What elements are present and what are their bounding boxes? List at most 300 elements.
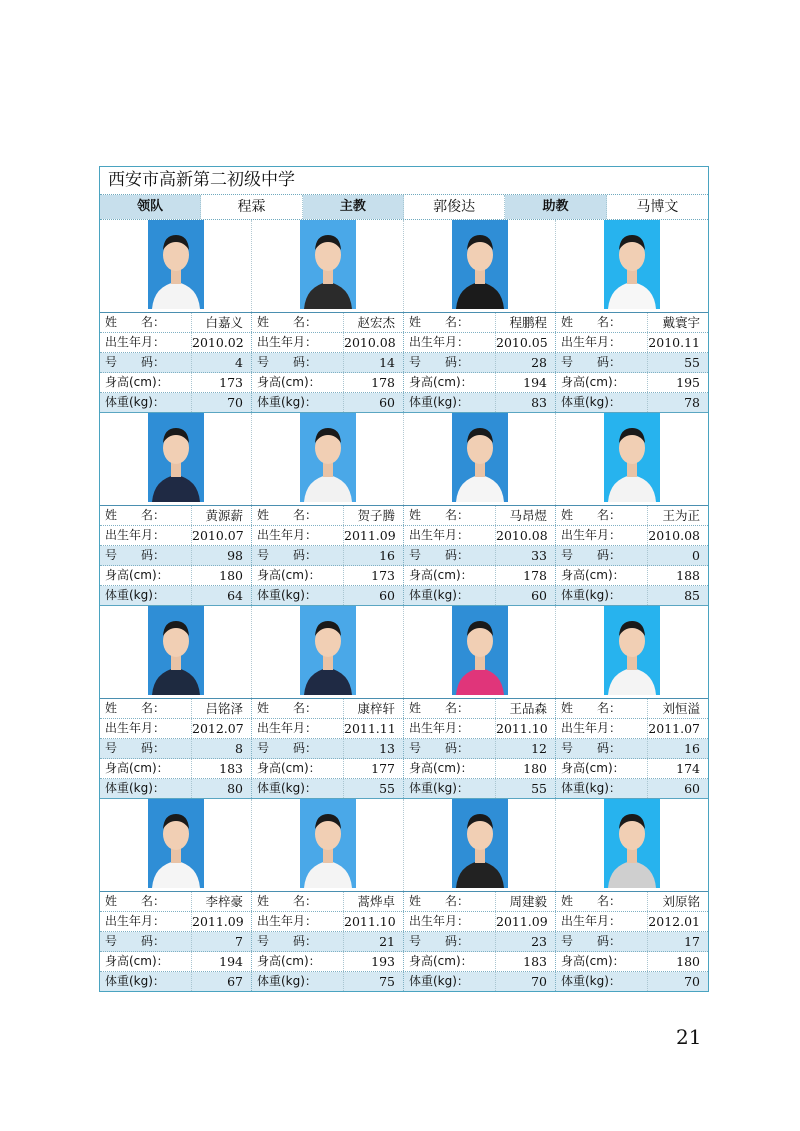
field-label-weight: 体重(kg)：: [100, 393, 192, 412]
info-cell: [252, 373, 404, 392]
player-weight: 70: [227, 395, 243, 410]
info-row-number: [100, 739, 708, 759]
info-cell: [404, 353, 556, 372]
field-label-weight: 体重(kg)：: [404, 393, 496, 412]
field-label-height: 身高(cm)：: [404, 952, 496, 971]
info-row-weight: [100, 586, 708, 605]
player-height: 180: [219, 568, 243, 583]
field-label-number: 号 码：: [252, 932, 344, 951]
info-cell: [252, 932, 404, 951]
info-cell: [100, 546, 252, 565]
photo-cell: [252, 413, 404, 505]
player-birth: 2010.11: [648, 335, 700, 350]
player-photo: [452, 413, 508, 502]
info-cell: [252, 313, 404, 332]
info-row-birth: [100, 333, 708, 353]
field-label-number: 号 码：: [100, 546, 192, 565]
player-name: 蒿烨卓: [357, 894, 395, 909]
field-label-weight: 体重(kg)：: [556, 972, 648, 991]
field-label-height: 身高(cm)：: [404, 759, 496, 778]
field-label-weight: 体重(kg)：: [556, 393, 648, 412]
player-weight: 55: [531, 781, 547, 796]
info-cell: [404, 952, 556, 971]
player-photo: [604, 606, 660, 695]
player-name: 马昂煜: [509, 508, 547, 523]
info-cell: [100, 506, 252, 525]
field-label-weight: 体重(kg)：: [556, 586, 648, 605]
player-weight: 85: [684, 588, 700, 603]
player-number: 55: [684, 355, 700, 370]
player-birth: 2010.08: [648, 528, 700, 543]
info-cell: [252, 912, 404, 931]
info-cell: [252, 719, 404, 738]
player-photo: [300, 220, 356, 309]
player-block: [100, 220, 708, 413]
field-label-name: 姓 名：: [252, 313, 344, 332]
player-weight: 60: [531, 588, 547, 603]
info-row-birth: [100, 526, 708, 546]
info-cell: [100, 699, 252, 718]
field-label-birth: 出生年月：: [404, 912, 496, 931]
player-height: 194: [219, 954, 243, 969]
photo-row: [100, 220, 708, 313]
info-cell: [100, 779, 252, 798]
player-name: 王为正: [662, 508, 700, 523]
player-photo: [604, 220, 660, 309]
player-name: 戴寰宇: [662, 315, 700, 330]
field-label-birth: 出生年月：: [556, 912, 648, 931]
field-label-height: 身高(cm)：: [556, 566, 648, 585]
info-cell: [252, 546, 404, 565]
info-row-height: [100, 373, 708, 393]
field-label-height: 身高(cm)：: [100, 759, 192, 778]
player-photo: [300, 799, 356, 888]
roster-table: [99, 166, 709, 992]
info-cell: [556, 526, 708, 545]
player-birth: 2012.07: [192, 721, 244, 736]
field-label-name: 姓 名：: [556, 892, 648, 911]
info-row-name: [100, 892, 708, 912]
field-label-number: 号 码：: [404, 932, 496, 951]
info-cell: [404, 779, 556, 798]
field-label-birth: 出生年月：: [100, 333, 192, 352]
photo-cell: [556, 606, 708, 698]
photo-cell: [252, 606, 404, 698]
info-cell: [100, 566, 252, 585]
field-label-height: 身高(cm)：: [100, 373, 192, 392]
info-cell: [100, 932, 252, 951]
info-cell: [556, 892, 708, 911]
info-cell: [404, 932, 556, 951]
player-weight: 70: [531, 974, 547, 989]
photo-cell: [404, 799, 556, 891]
info-cell: [404, 892, 556, 911]
player-height: 195: [676, 375, 700, 390]
info-cell: [100, 586, 252, 605]
player-birth: 2011.09: [344, 528, 396, 543]
player-name: 周建毅: [509, 894, 547, 909]
player-photo: [604, 799, 660, 888]
info-cell: [404, 393, 556, 412]
player-weight: 78: [684, 395, 700, 410]
player-blocks: [100, 220, 708, 991]
staff-role-head-coach: 主教: [303, 195, 404, 219]
info-row-height: [100, 566, 708, 586]
portrait-image: [300, 799, 356, 888]
field-label-name: 姓 名：: [404, 699, 496, 718]
field-label-name: 姓 名：: [556, 506, 648, 525]
info-cell: [404, 313, 556, 332]
info-row-weight: [100, 972, 708, 991]
player-birth: 2012.01: [648, 914, 700, 929]
info-row-height: [100, 759, 708, 779]
field-label-birth: 出生年月：: [100, 526, 192, 545]
info-cell: [100, 759, 252, 778]
player-photo: [148, 413, 204, 502]
field-label-number: 号 码：: [252, 546, 344, 565]
info-cell: [100, 373, 252, 392]
info-cell: [556, 586, 708, 605]
player-birth: 2010.08: [496, 528, 548, 543]
field-label-number: 号 码：: [100, 932, 192, 951]
field-label-birth: 出生年月：: [100, 912, 192, 931]
field-label-height: 身高(cm)：: [404, 373, 496, 392]
player-photo: [452, 606, 508, 695]
field-label-name: 姓 名：: [404, 506, 496, 525]
info-cell: [556, 779, 708, 798]
field-label-weight: 体重(kg)：: [404, 586, 496, 605]
player-birth: 2011.10: [344, 914, 396, 929]
field-label-name: 姓 名：: [100, 699, 192, 718]
info-cell: [252, 952, 404, 971]
field-label-birth: 出生年月：: [404, 526, 496, 545]
player-height: 177: [371, 761, 395, 776]
info-cell: [252, 333, 404, 352]
info-row-number: [100, 353, 708, 373]
player-number: 17: [684, 934, 700, 949]
photo-cell: [556, 799, 708, 891]
photo-cell: [556, 220, 708, 312]
info-cell: [100, 972, 252, 991]
staff-role-leader: 领队: [100, 195, 201, 219]
field-label-number: 号 码：: [556, 546, 648, 565]
photo-cell: [404, 606, 556, 698]
info-cell: [252, 779, 404, 798]
player-number: 13: [379, 741, 395, 756]
field-label-height: 身高(cm)：: [100, 952, 192, 971]
player-name: 刘恒溢: [662, 701, 700, 716]
portrait-image: [604, 799, 660, 888]
player-height: 180: [523, 761, 547, 776]
player-height: 194: [523, 375, 547, 390]
player-birth: 2011.09: [496, 914, 548, 929]
field-label-name: 姓 名：: [556, 313, 648, 332]
player-weight: 75: [379, 974, 395, 989]
info-cell: [556, 739, 708, 758]
info-cell: [100, 892, 252, 911]
info-row-name: [100, 506, 708, 526]
info-cell: [100, 333, 252, 352]
photo-cell: [404, 220, 556, 312]
player-photo: [604, 413, 660, 502]
portrait-image: [148, 799, 204, 888]
player-number: 16: [684, 741, 700, 756]
player-weight: 83: [531, 395, 547, 410]
info-cell: [100, 313, 252, 332]
player-birth: 2011.10: [496, 721, 548, 736]
info-cell: [404, 739, 556, 758]
field-label-number: 号 码：: [252, 739, 344, 758]
info-cell: [404, 373, 556, 392]
field-label-height: 身高(cm)：: [252, 759, 344, 778]
info-cell: [556, 313, 708, 332]
player-number: 12: [531, 741, 547, 756]
info-cell: [404, 759, 556, 778]
info-cell: [100, 719, 252, 738]
portrait-image: [300, 220, 356, 309]
field-label-weight: 体重(kg)：: [100, 779, 192, 798]
player-birth: 2010.07: [192, 528, 244, 543]
photo-row: [100, 606, 708, 699]
info-cell: [404, 526, 556, 545]
field-label-birth: 出生年月：: [404, 719, 496, 738]
portrait-image: [148, 413, 204, 502]
info-cell: [556, 353, 708, 372]
info-cell: [404, 566, 556, 585]
field-label-number: 号 码：: [252, 353, 344, 372]
field-label-number: 号 码：: [404, 739, 496, 758]
player-height: 193: [371, 954, 395, 969]
field-label-number: 号 码：: [100, 739, 192, 758]
player-number: 7: [235, 934, 243, 949]
page-number: 21: [676, 1025, 702, 1049]
player-birth: 2010.02: [192, 335, 244, 350]
field-label-name: 姓 名：: [404, 313, 496, 332]
player-number: 14: [379, 355, 395, 370]
staff-name-head-coach: 郭俊达: [404, 195, 505, 219]
player-height: 183: [523, 954, 547, 969]
player-number: 28: [531, 355, 547, 370]
field-label-height: 身高(cm)：: [252, 566, 344, 585]
info-cell: [252, 699, 404, 718]
portrait-image: [604, 413, 660, 502]
info-row-birth: [100, 719, 708, 739]
info-cell: [556, 393, 708, 412]
info-cell: [252, 393, 404, 412]
field-label-weight: 体重(kg)：: [252, 779, 344, 798]
photo-row: [100, 799, 708, 892]
portrait-image: [452, 413, 508, 502]
info-cell: [556, 759, 708, 778]
player-photo: [452, 220, 508, 309]
portrait-image: [604, 606, 660, 695]
field-label-name: 姓 名：: [100, 313, 192, 332]
field-label-birth: 出生年月：: [556, 526, 648, 545]
info-cell: [556, 506, 708, 525]
player-number: 23: [531, 934, 547, 949]
player-photo: [148, 799, 204, 888]
info-cell: [100, 393, 252, 412]
field-label-name: 姓 名：: [100, 892, 192, 911]
field-label-birth: 出生年月：: [404, 333, 496, 352]
portrait-image: [604, 220, 660, 309]
portrait-image: [452, 606, 508, 695]
field-label-weight: 体重(kg)：: [252, 393, 344, 412]
info-cell: [556, 719, 708, 738]
field-label-weight: 体重(kg)：: [404, 972, 496, 991]
info-cell: [404, 719, 556, 738]
info-cell: [252, 586, 404, 605]
photo-cell: [100, 606, 252, 698]
field-label-birth: 出生年月：: [100, 719, 192, 738]
info-cell: [252, 739, 404, 758]
info-cell: [404, 972, 556, 991]
info-cell: [556, 699, 708, 718]
photo-cell: [404, 413, 556, 505]
player-weight: 67: [227, 974, 243, 989]
field-label-height: 身高(cm)：: [556, 759, 648, 778]
player-photo: [300, 606, 356, 695]
portrait-image: [300, 413, 356, 502]
player-number: 0: [692, 548, 700, 563]
field-label-weight: 体重(kg)：: [252, 586, 344, 605]
player-name: 赵宏杰: [357, 315, 395, 330]
player-name: 白嘉义: [205, 315, 243, 330]
info-cell: [252, 972, 404, 991]
player-photo: [452, 799, 508, 888]
player-block: [100, 799, 708, 991]
player-name: 程鹏程: [509, 315, 547, 330]
player-height: 174: [676, 761, 700, 776]
info-cell: [100, 353, 252, 372]
player-weight: 60: [379, 395, 395, 410]
info-cell: [404, 912, 556, 931]
info-cell: [252, 759, 404, 778]
field-label-number: 号 码：: [404, 353, 496, 372]
staff-role-assistant: 助教: [505, 195, 606, 219]
field-label-height: 身高(cm)：: [252, 952, 344, 971]
field-label-name: 姓 名：: [404, 892, 496, 911]
field-label-height: 身高(cm)：: [556, 952, 648, 971]
info-row-name: [100, 313, 708, 333]
info-row-weight: [100, 779, 708, 798]
info-cell: [252, 506, 404, 525]
field-label-name: 姓 名：: [252, 699, 344, 718]
player-weight: 60: [684, 781, 700, 796]
info-row-birth: [100, 912, 708, 932]
player-block: [100, 606, 708, 799]
field-label-name: 姓 名：: [100, 506, 192, 525]
field-label-birth: 出生年月：: [556, 333, 648, 352]
info-cell: [404, 506, 556, 525]
field-label-weight: 体重(kg)：: [404, 779, 496, 798]
info-row-height: [100, 952, 708, 972]
player-name: 康梓轩: [357, 701, 395, 716]
player-weight: 55: [379, 781, 395, 796]
player-block: [100, 413, 708, 606]
field-label-height: 身高(cm)：: [100, 566, 192, 585]
field-label-weight: 体重(kg)：: [252, 972, 344, 991]
field-label-height: 身高(cm)：: [556, 373, 648, 392]
player-number: 21: [379, 934, 395, 949]
player-birth: 2010.08: [344, 335, 396, 350]
player-birth: 2011.07: [648, 721, 700, 736]
info-cell: [556, 932, 708, 951]
portrait-image: [452, 220, 508, 309]
info-row-weight: [100, 393, 708, 412]
player-name: 刘原铭: [662, 894, 700, 909]
info-row-number: [100, 932, 708, 952]
info-cell: [404, 699, 556, 718]
player-height: 178: [371, 375, 395, 390]
field-label-height: 身高(cm)：: [252, 373, 344, 392]
player-birth: 2011.11: [344, 721, 396, 736]
info-cell: [252, 353, 404, 372]
field-label-number: 号 码：: [556, 739, 648, 758]
player-weight: 60: [379, 588, 395, 603]
field-label-number: 号 码：: [404, 546, 496, 565]
player-height: 188: [676, 568, 700, 583]
player-height: 178: [523, 568, 547, 583]
photo-cell: [100, 413, 252, 505]
player-name: 王品森: [509, 701, 547, 716]
field-label-weight: 体重(kg)：: [556, 779, 648, 798]
info-cell: [252, 526, 404, 545]
info-cell: [100, 952, 252, 971]
field-label-name: 姓 名：: [252, 892, 344, 911]
photo-cell: [252, 799, 404, 891]
player-height: 173: [371, 568, 395, 583]
player-height: 180: [676, 954, 700, 969]
field-label-number: 号 码：: [556, 932, 648, 951]
info-row-name: [100, 699, 708, 719]
player-number: 4: [235, 355, 243, 370]
photo-cell: [556, 413, 708, 505]
player-birth: 2011.09: [192, 914, 244, 929]
field-label-number: 号 码：: [556, 353, 648, 372]
field-label-name: 姓 名：: [556, 699, 648, 718]
portrait-image: [148, 606, 204, 695]
field-label-weight: 体重(kg)：: [100, 586, 192, 605]
field-label-weight: 体重(kg)：: [100, 972, 192, 991]
info-cell: [556, 373, 708, 392]
player-height: 173: [219, 375, 243, 390]
player-photo: [148, 606, 204, 695]
player-weight: 80: [227, 781, 243, 796]
info-cell: [100, 912, 252, 931]
info-cell: [404, 586, 556, 605]
player-number: 8: [235, 741, 243, 756]
field-label-height: 身高(cm)：: [404, 566, 496, 585]
player-height: 183: [219, 761, 243, 776]
portrait-image: [300, 606, 356, 695]
info-cell: [556, 566, 708, 585]
info-cell: [556, 952, 708, 971]
info-cell: [252, 892, 404, 911]
field-label-name: 姓 名：: [252, 506, 344, 525]
info-cell: [556, 972, 708, 991]
info-cell: [556, 912, 708, 931]
player-weight: 64: [227, 588, 243, 603]
photo-cell: [100, 220, 252, 312]
info-cell: [100, 739, 252, 758]
portrait-image: [452, 799, 508, 888]
portrait-image: [148, 220, 204, 309]
player-name: 贺子腾: [357, 508, 395, 523]
player-number: 16: [379, 548, 395, 563]
school-title: 西安市高新第二初级中学: [100, 167, 708, 195]
info-row-number: [100, 546, 708, 566]
